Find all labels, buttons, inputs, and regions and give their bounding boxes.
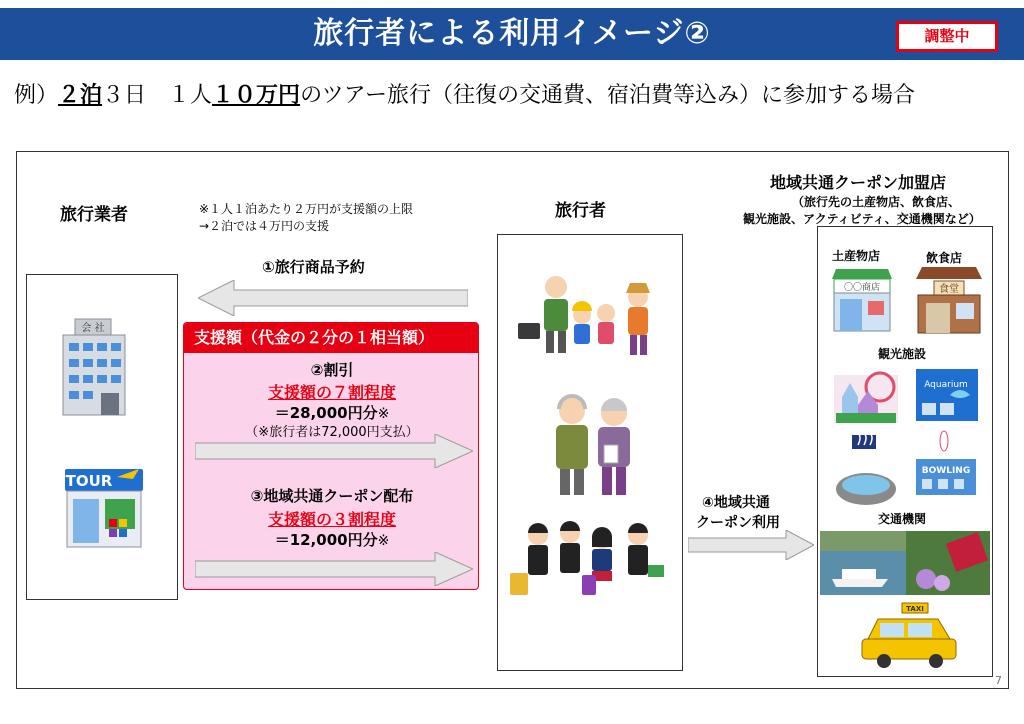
agency-label: 旅行業者 <box>60 205 128 225</box>
support-header: 支援額（代金の２分の１相当額） <box>184 323 478 353</box>
support-limit-note: ※１人１泊あたり２万円が支援額の上限 <box>199 202 414 216</box>
travelers-label: 旅行者 <box>555 201 606 221</box>
aquarium-icon <box>916 369 978 421</box>
travelers-box <box>497 234 683 671</box>
ferry-photo <box>820 531 906 595</box>
souvenir-sign: 〇〇商店 <box>843 283 881 293</box>
agency-box <box>26 274 178 600</box>
step4-label-line1: ④地域共通 <box>702 495 770 511</box>
coupon-title: ③地域共通クーポン配布 <box>250 487 414 505</box>
example-nights: ２泊 <box>58 83 103 108</box>
taxi-icon <box>862 603 956 668</box>
hot-spring-icon <box>836 433 896 505</box>
taxi-sign: TAXI <box>906 605 924 613</box>
coupon-mark: ※ <box>377 533 390 549</box>
restaurant-label: 飲食店 <box>926 251 963 265</box>
tour-sign: TOUR <box>65 472 113 490</box>
step1-label: ①旅行商品予約 <box>262 258 365 276</box>
stores-subtitle-1: （旅行先の土産物店、飲食店、 <box>792 195 961 209</box>
page-title: 旅行者による利用イメージ② <box>313 16 711 51</box>
building-sign: 会 社 <box>81 323 105 334</box>
example-price: １０万円 <box>212 83 301 108</box>
status-badge: 調整中 <box>896 21 998 52</box>
aquarium-sign: Aquarium <box>924 380 968 390</box>
theme-park-icon <box>834 373 898 423</box>
discount-mark: ※ <box>377 406 390 422</box>
example-prefix: 例） <box>14 83 59 108</box>
example-line <box>14 78 915 109</box>
souvenir-shop-icon <box>832 269 892 331</box>
coupon-amount: ＝12,000円分 <box>274 531 378 549</box>
discount-arrow <box>195 434 473 468</box>
discount-rate: 支援額の７割程度 <box>267 383 396 402</box>
travel-shop-icon <box>27 275 179 601</box>
stores-label: 地域共通クーポン加盟店 <box>770 173 947 192</box>
discount-note: （※旅行者は72,000円支払） <box>245 425 419 440</box>
step1-arrow <box>198 280 468 316</box>
discount-amount: ＝28,000円分 <box>274 404 378 422</box>
student-travelers-icon <box>510 521 664 595</box>
souvenir-shop-label: 土産物店 <box>832 249 881 263</box>
transport-label: 交通機関 <box>878 512 927 526</box>
step4-arrow <box>688 530 814 560</box>
example-suffix: のツアー旅行（往復の交通費、宿泊費等込み）に参加する場合 <box>300 83 915 108</box>
train-photo <box>906 531 990 595</box>
restaurant-icon <box>916 267 982 333</box>
family-travelers-icon <box>518 276 650 355</box>
stores-subtitle-2: 観光施設、アクティビティ、交通機関など） <box>743 212 981 226</box>
coupon-rate: 支援額の３割程度 <box>267 510 396 529</box>
discount-title: ②割引 <box>310 361 354 379</box>
bowling-icon <box>916 431 976 495</box>
restaurant-sign: 食堂 <box>939 284 959 295</box>
support-total-note: →２泊では４万円の支援 <box>199 219 330 233</box>
stores-box <box>817 226 993 677</box>
sightseeing-label: 観光施設 <box>878 347 927 361</box>
example-days: ３日 １人 <box>102 83 213 108</box>
page-number: 7 <box>995 674 1002 687</box>
elderly-travelers-icon <box>556 396 630 495</box>
title-bar <box>0 8 1024 60</box>
step4-label-line2: クーポン利用 <box>696 515 780 531</box>
bowling-sign: BOWLING <box>921 466 971 476</box>
coupon-arrow <box>195 552 473 586</box>
